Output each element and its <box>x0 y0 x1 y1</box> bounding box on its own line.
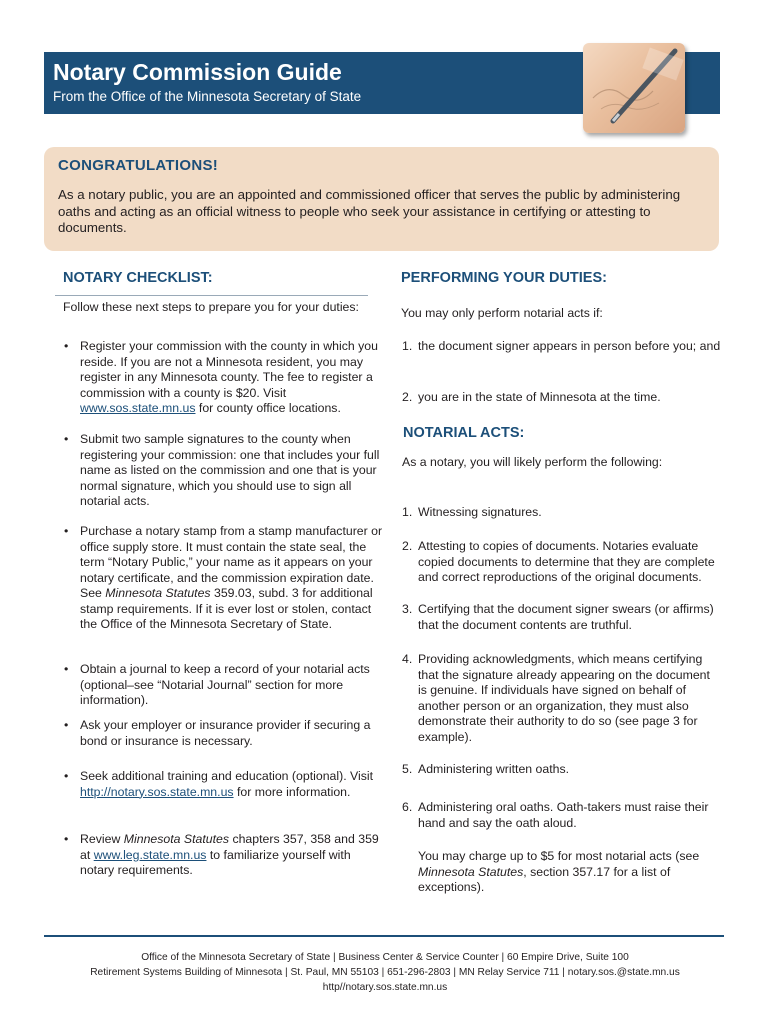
page-subtitle: From the Office of the Minnesota Secretary of State <box>53 89 362 104</box>
checklist-item: • Purchase a notary stamp from a stamp manufacturer or office supply store. It must contain the state seal, the term “Notary Public,” your name as it appears on your notary certificate, and the commission expiration date. See Minnesota Statutes 359.03, subd. 3 for additional stamp requirements. If it is ever lost or stolen, contact the Office of the Minnesota Secretary of State. <box>64 524 383 631</box>
congratulations-text: As a notary public, you are an appointed and commissioned officer that serves the public by administering oaths and acting as an official witness to people who seek your assistance in certifying or attesting to documents. <box>58 187 681 235</box>
notarial-acts-intro: As a notary, you will likely perform the following: <box>402 455 663 469</box>
bullet-icon: • <box>64 432 69 446</box>
checklist-divider <box>55 295 368 296</box>
duty-item: 1. the document signer appears in person before you; and <box>402 339 721 353</box>
checklist-item: • Register your commission with the county in which you reside. If you are not a Minnesota resident, you may register in any Minnesota county. The fee to register a commission with a county is $20. Visit www.sos.state.mn.us for county office locations. <box>64 339 378 415</box>
bullet-icon: • <box>64 769 69 783</box>
notary-training-link[interactable]: http://notary.sos.state.mn.us <box>80 784 234 799</box>
duties-intro: You may only perform notarial acts if: <box>401 306 603 320</box>
bullet-icon: • <box>64 339 69 353</box>
footer-website: http//notary.sos.state.mn.us <box>322 982 448 993</box>
notarial-act-item: 2. Attesting to copies of documents. Notaries evaluate copied documents to determine that they are complete and correct reproductions of the original documents. <box>402 539 715 584</box>
notarial-act-item: 1. Witnessing signatures. <box>402 505 542 519</box>
bullet-icon: • <box>64 718 69 732</box>
checklist-item: • Review Minnesota Statutes chapters 357, 358 and 359 at www.leg.state.mn.us to familiarize yourself with notary requirements. <box>64 832 379 877</box>
congratulations-box <box>44 147 719 251</box>
footer-address: Office of the Minnesota Secretary of State | Business Center & Service Counter | 60 Empire Drive, Suite 100 <box>141 952 629 963</box>
bullet-icon: • <box>64 662 69 676</box>
checklist-heading: NOTARY CHECKLIST: <box>63 270 213 286</box>
fee-note: You may charge up to $5 for most notarial acts (see Minnesota Statutes, section 357.17 for a list of exceptions). <box>418 849 700 894</box>
bullet-icon: • <box>64 832 69 846</box>
notarial-act-item: 3. Certifying that the document signer swears (or affirms) that the document contents are truthful. <box>402 602 714 632</box>
page-title: Notary Commission Guide <box>53 59 342 85</box>
footer-contact: Retirement Systems Building of Minnesota | St. Paul, MN 55103 | 651-296-2803 | MN Relay Service 711 | notary.sos.@state.mn.us <box>90 967 680 978</box>
checklist-item: • Seek additional training and education (optional). Visit http://notary.sos.state.mn.us for more information. <box>64 769 374 799</box>
bullet-icon: • <box>64 524 69 538</box>
notarial-acts-heading: NOTARIAL ACTS: <box>403 425 525 441</box>
checklist-item: • Obtain a journal to keep a record of your notarial acts (optional–see “Notarial Journal” section for more information). <box>64 662 370 707</box>
notarial-act-item: 4. Providing acknowledgments, which means certifying that the signature already appearing on the document is genuine. If individuals have signed on behalf of another person or an organization, they must also demonstrate their authority to do so (see page 3 for example). <box>402 652 710 744</box>
checklist-item: • Ask your employer or insurance provider if securing a bond or insurance is necessary. <box>64 718 371 748</box>
footer-divider <box>44 935 724 937</box>
congratulations-heading: CONGRATULATIONS! <box>58 157 219 174</box>
pen-signing-document-icon <box>583 43 685 133</box>
statutes-link[interactable]: www.leg.state.mn.us <box>93 847 207 862</box>
notarial-act-item: 6. Administering oral oaths. Oath-takers must raise their hand and say the oath aloud. <box>402 800 709 830</box>
duty-item: 2. you are in the state of Minnesota at the time. <box>402 390 661 404</box>
sos-link[interactable]: www.sos.state.mn.us <box>80 401 196 415</box>
notarial-act-item: 5. Administering written oaths. <box>402 762 570 776</box>
duties-heading: PERFORMING YOUR DUTIES: <box>401 270 607 286</box>
checklist-item: • Submit two sample signatures to the county when registering your commission: one that includes your full name as listed on the commission and one that is your normal signature, which you should use to sign all notarial acts. <box>64 432 380 508</box>
checklist-intro: Follow these next steps to prepare you for your duties: <box>63 300 359 314</box>
